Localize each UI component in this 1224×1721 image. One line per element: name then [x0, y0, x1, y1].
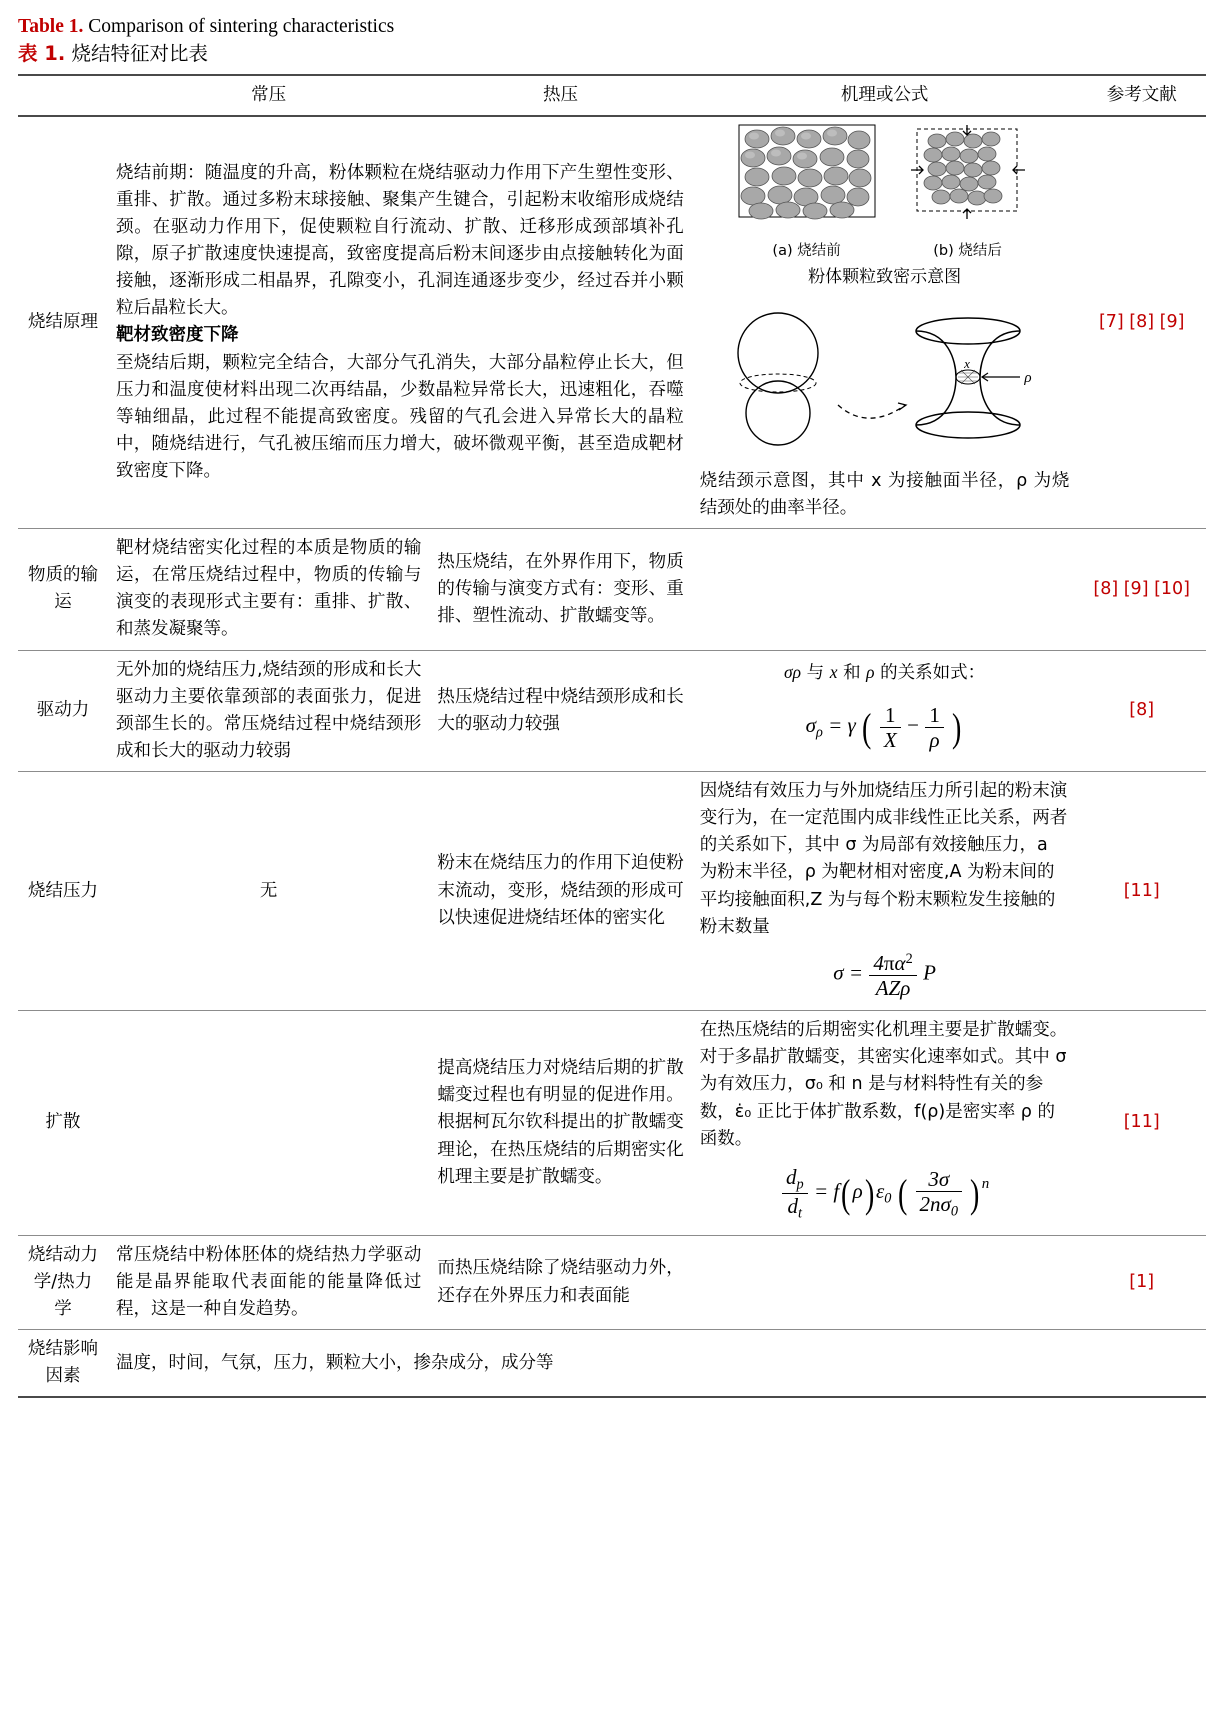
figure-after-sintering [903, 123, 1033, 263]
neck-x-label: x [963, 355, 970, 371]
header-normal-pressure: 常压 [108, 75, 429, 116]
cell-reference: [7] [8] [9] [1077, 116, 1206, 529]
cell-kinetics-mechanism [692, 1235, 1078, 1329]
figure-before-sintering [737, 123, 877, 263]
cell-mass-transport-hot: 热压烧结，在外界作用下，物质的传输与演变方式有：变形、重排、塑性流动、扩散蠕变等。 [429, 529, 691, 651]
cell-reference: [11] [1077, 772, 1206, 1011]
formula-sintering-pressure: σ = $\frac{4\pi\alpha^2}{\text{AZρ}}$ P [833, 950, 936, 1001]
figure-sintering-neck [700, 305, 1070, 522]
comparison-table [18, 74, 1206, 1399]
row-label-diffusion: 扩散 [18, 1011, 108, 1236]
table-row [18, 650, 1206, 772]
header-blank-label [18, 75, 108, 116]
cell-mass-transport-mechanism [692, 529, 1078, 651]
after-sintering-svg [903, 123, 1033, 228]
table-caption-zh-label: 表 1. [18, 42, 66, 66]
row-label-sintering-pressure: 烧结压力 [18, 772, 108, 1011]
table-caption-en [18, 14, 1206, 40]
table-row [18, 772, 1206, 1011]
cell-sintering-pressure-hot: 粉末在烧结压力的作用下迫使粉末流动，变形，烧结颈的形成可以快速促进烧结坯体的密实化 [429, 772, 691, 1011]
header-reference: 参考文献 [1077, 75, 1206, 116]
row-label-driving-force: 驱动力 [18, 650, 108, 772]
cell-diffusion-hot: 提高烧结压力对烧结后期的扩散蠕变过程也有明显的促进作用。根据柯瓦尔钦科提出的扩散蠕变理论，在热压烧结的后期密实化机理主要是扩散蠕变。 [429, 1011, 691, 1236]
row-label-influencing-factors: 烧结影响因素 [18, 1330, 108, 1398]
table-row [18, 1330, 1206, 1398]
cell-sintering-principle-normal [108, 116, 692, 529]
cell-kinetics-hot: 而热压烧结除了烧结驱动力外，还存在外界压力和表面能 [429, 1235, 691, 1329]
row-label-kinetics-thermodynamics: 烧结动力学/热力学 [18, 1235, 108, 1329]
cell-reference: [1] [1077, 1235, 1206, 1329]
table-caption-en-text: Comparison of sintering characteristics [83, 16, 395, 37]
cell-sintering-pressure-normal: 无 [108, 772, 429, 1011]
sintering-neck-svg [720, 305, 1050, 455]
paragraph-2: 至烧结后期，颗粒完全结合，大部分气孔消失，大部分晶粒停止长大，但压力和温度使材料出现二次再结晶，少数晶粒异常长大，迅速粗化，吞噬等轴细晶，此过程不能提高致密度。残留的气孔会进入异常长大的晶粒中，随烧结进行，气孔被压缩而压力增大，破坏微观平衡，甚至造成靶材致密度下降。 [115, 352, 684, 482]
table-caption-en-label: Table 1. [18, 16, 84, 37]
row-label-mass-transport: 物质的输运 [18, 529, 108, 651]
cell-kinetics-normal: 常压烧结中粉体胚体的烧结热力学驱动能是晶界能取代表面能的能量降低过程，这是一种自发趋势。 [108, 1235, 429, 1329]
table-header-row [18, 75, 1206, 116]
cell-reference: [8] [9] [10] [1077, 529, 1206, 651]
mechanism-text: 在热压烧结的后期密实化机理主要是扩散蠕变。对于多晶扩散蠕变，其密实化速率如式。其中 σ 为有效压力，σ₀ 和 n 是与材料特性有关的参数，ε̇₀ 正比于体扩散系数，f(ρ)是密实率 ρ 的函数。 [699, 1020, 1068, 1149]
row-label-sintering-principle: 烧结原理 [18, 116, 108, 529]
figure-densification-caption: 粉体颗粒致密示意图 [808, 267, 962, 288]
table-row [18, 1011, 1206, 1236]
before-sintering-svg [737, 123, 877, 228]
table-row [18, 529, 1206, 651]
neck-rho-label: ρ [1023, 369, 1032, 386]
paragraph-1: 烧结前期：随温度的升高，粉体颗粒在烧结驱动力作用下产生塑性变形、重排、扩散。通过多粉末球接触、聚集产生键合，引起粉末收缩形成烧结颈。在驱动力作用下，促使颗粒自行流动、扩散、迁移形成颈部填补孔隙，原子扩散速度快速提高，致密度提高后粉末间逐步由点接触转化为面接触，逐渐形成二相晶界，孔隙变小，孔洞连通逐步变少，经过吞并小颗粒后晶粒长大。 [115, 162, 684, 319]
paragraph-bold: 靶材致密度下降 [115, 325, 239, 346]
table-caption-zh [18, 41, 1206, 67]
figure-after-sintering-caption: (b) 烧结后 [933, 242, 1002, 259]
table-row [18, 116, 1206, 529]
figure-densification [700, 123, 1070, 291]
cell-driving-force-mechanism [692, 650, 1078, 772]
header-mechanism: 机理或公式 [692, 75, 1078, 116]
header-hot-pressure: 热压 [429, 75, 691, 116]
cell-reference: [11] [1077, 1011, 1206, 1236]
cell-diffusion-normal [108, 1011, 429, 1236]
cell-driving-force-normal: 无外加的烧结压力,烧结颈的形成和长大驱动力主要依靠颈部的表面张力，促进颈部生长的。常压烧结过程中烧结颈形成和长大的驱动力较弱 [108, 650, 429, 772]
formula-driving-force: $\sigma_\rho = \gamma$ ( $\frac{1}{X}$ − $\frac{1}{\rho}$ ) [805, 703, 962, 753]
mechanism-text: σρ 与 x 和 ρ 的关系如式： [784, 661, 986, 683]
table-caption-zh-text: 烧结特征对比表 [65, 42, 208, 66]
cell-influencing-factors: 温度，时间，气氛，压力，颗粒大小，掺杂成分，成分等 [108, 1330, 692, 1398]
figure-before-sintering-caption: (a) 烧结前 [772, 242, 841, 259]
figure-sintering-neck-caption: 烧结颈示意图，其中 x 为接触面半径，ρ 为烧结颈处的曲率半径。 [699, 470, 1070, 518]
cell-driving-force-hot: 热压烧结过程中烧结颈形成和长大的驱动力较强 [429, 650, 691, 772]
cell-influencing-factors-mechanism [692, 1330, 1078, 1398]
formula-diffusion: $\frac{d_p}{d_t}$ = $f(\rho)\varepsilon_0$ ( $\frac{3\sigma}{2n\sigma_0}$ ) n [700, 1163, 1070, 1225]
mechanism-text: 因烧结有效压力与外加烧结压力所引起的粉末演变行为，在一定范围内成非线性正比关系，两者的关系如下，其中 σ 为局部有效接触压力，a 为粉末半径，ρ 为靶材相对密度,A 为粉末间的平均接触面积,Z 为与每个粉末颗粒发生接触的粉末数量 [699, 781, 1068, 937]
cell-reference [1077, 1330, 1206, 1398]
table-row [18, 1235, 1206, 1329]
cell-mass-transport-normal: 靶材烧结密实化过程的本质是物质的输运，在常压烧结过程中，物质的传输与演变的表现形式主要有：重排、扩散、和蒸发凝聚等。 [108, 529, 429, 651]
cell-reference: [8] [1077, 650, 1206, 772]
cell-sintering-principle-mechanism [692, 116, 1078, 529]
cell-sintering-pressure-mechanism [692, 772, 1078, 1011]
cell-diffusion-mechanism [692, 1011, 1078, 1236]
